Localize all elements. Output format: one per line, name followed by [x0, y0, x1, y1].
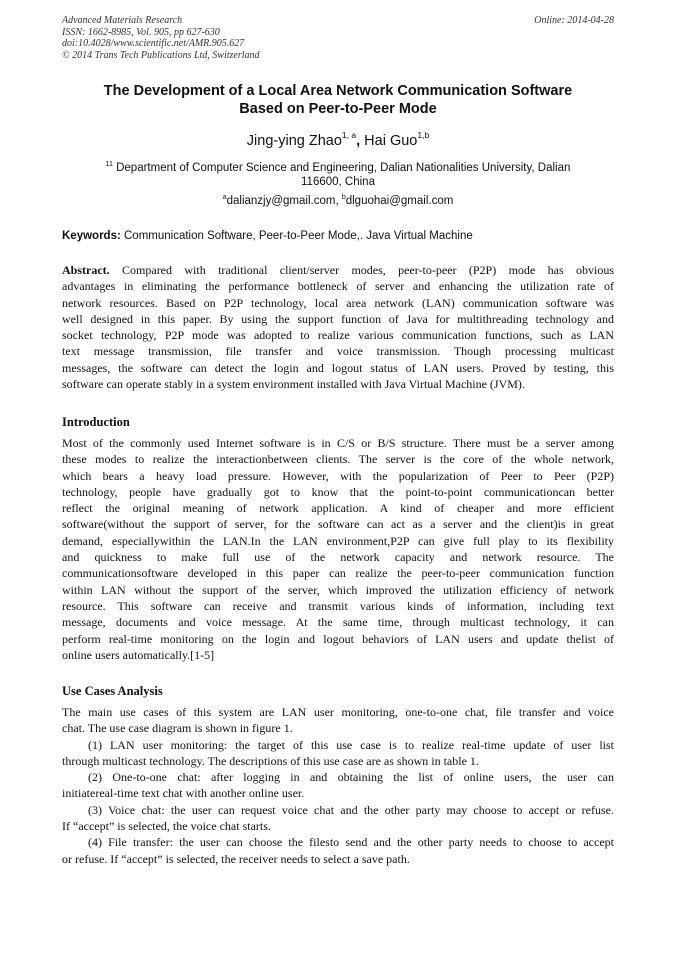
intro-line: and quickness to make full use of the network capacity and network resource. The — [62, 550, 614, 565]
abstract-line: well designed in this paper. By using the support function of Java for multithreading technology and — [62, 311, 614, 326]
author-1-marker: 1, a — [341, 130, 357, 140]
use-case-line: The main use cases of this system are LAN user monitoring, one-to-one chat, file transfer and voice — [62, 705, 614, 719]
abstract-line — [62, 262, 614, 278]
intro-line: software(without the support of server, for the software can act as a server and the client)is in great — [62, 517, 614, 532]
abstract-paragraph — [62, 262, 614, 392]
abstract-line: software can operate stably in a system environment installed with Java Virtual Machine (JVM). — [62, 377, 525, 392]
issn-line: ISSN: 1662-8985, Vol. 905, pp 627-630 — [62, 26, 220, 38]
intro-line: reflect the original meaning of network application. A kind of cheaper and more efficient — [62, 501, 614, 516]
journal-header — [62, 15, 260, 61]
affiliation — [62, 158, 614, 189]
intro-line: within LAN without the support of the server, which improved the utilization efficiency of network — [62, 582, 614, 597]
abstract-line: network resources. Based on P2P technology, local area network (LAN) communication software was — [62, 295, 614, 310]
use-case-line: initiatereal-time text chat with another online user. — [62, 786, 305, 801]
online-date: Online: 2014-04-28 — [534, 15, 614, 26]
keywords-line — [62, 230, 473, 242]
intro-line: Most of the commonly used Internet software is in C/S or B/S structure. There must be a server among — [62, 436, 614, 450]
affiliation-line-1 — [62, 158, 614, 175]
abstract-line: text message transmission, file transfer and voice transmission. Though processing multicast — [62, 344, 614, 359]
use-case-line: chat. The use case diagram is shown in figure 1. — [62, 721, 293, 736]
introduction-paragraph — [62, 435, 614, 663]
intro-line: online users automatically.[1-5] — [62, 647, 215, 662]
email-a-marker: a — [222, 194, 227, 201]
email-b: dlguohai@gmail.com — [345, 195, 454, 207]
intro-line: communicationsoftware developed in this paper can realize the peer-to-peer communication function — [62, 566, 614, 581]
title-line-1: The Development of a Local Area Network Communication Software — [103, 83, 573, 99]
abstract-line: advantages in eliminating the performance bottleneck of server and enhancing the utilization rate of — [62, 279, 614, 294]
abstract-first-line: Compared with traditional client/server modes, peer-to-peer (P2P) mode has obvious — [109, 263, 614, 277]
author-2-marker: 1,b — [417, 130, 430, 140]
intro-line: technology, people have gradually got to know that the point-to-point communicationcan better — [62, 484, 614, 499]
email-b-marker: b — [341, 194, 346, 201]
introduction-heading: Introduction — [62, 415, 130, 429]
use-case-line: (4) File transfer: the user can choose the filesto send and the other party needs to choose to accept — [88, 835, 614, 850]
paper-title — [62, 82, 614, 118]
use-case-line: (3) Voice chat: the user can request voice chat and the other party may choose to accept or refuse. — [88, 802, 614, 817]
intro-line: perform real-time monitoring on the login and logout behaviors of LAN users and update thelist of — [62, 631, 614, 646]
email-a: dalianzjy@gmail.com — [226, 195, 336, 207]
author-1-name: Jing-ying Zhao — [246, 133, 342, 149]
use-cases-heading: Use Cases Analysis — [62, 684, 163, 698]
abstract-label: Abstract. — [62, 263, 110, 277]
use-case-line: through multicast technology. The descriptions of this use case are as shown in table 1. — [62, 753, 479, 768]
affiliation-marker: 11 — [105, 161, 113, 168]
use-case-line: (1) LAN user monitoring: the target of this use case is to realize real-time update of user list — [88, 737, 614, 752]
email-separator: , — [335, 195, 342, 207]
affiliation-text: Department of Computer Science and Engineering, Dalian Nationalities University, Dalian — [116, 162, 571, 174]
title-line-2: Based on Peer-to-Peer Mode — [239, 101, 437, 117]
use-case-line: or refuse. If “accept” is selected, the receiver needs to select a save path. — [62, 851, 410, 866]
author-separator: , — [356, 133, 365, 149]
email-line — [62, 194, 614, 207]
keywords-text: Communication Software, Peer-to-Peer Mode,. Java Virtual Machine — [120, 230, 473, 242]
author-line — [62, 130, 614, 149]
use-cases-paragraph — [62, 704, 614, 867]
author-2-name: Hai Guo — [364, 133, 418, 149]
use-case-line: If “accept” is selected, the voice chat starts. — [62, 819, 271, 834]
abstract-line: socket technology, P2P mode was adopted to realize various communication functions, such as LAN — [62, 328, 614, 343]
intro-line: demand, especiallywithin the LAN.In the LAN environment,P2P can give full play to its flexibility — [62, 533, 614, 548]
abstract-line: messages, the software can detect the login and logout status of LAN users. Proved by testing, this — [62, 360, 614, 375]
intro-line: which bears a heavy load pressure. However, with the popularization of Peer to Peer (P2P) — [62, 468, 614, 483]
affiliation-line-2: 116600, China — [301, 176, 375, 188]
intro-line: message, documents and voice message. At the same time, through multicast technology, it can — [62, 615, 614, 630]
intro-line: these modes to realize the interactionbetween clients. The server is the core of the whole network, — [62, 452, 614, 467]
journal-name: Advanced Materials Research — [62, 15, 183, 26]
doi-line: doi:10.4028/www.scientific.net/AMR.905.627 — [62, 38, 245, 49]
intro-line: resource. This software can receive and transmit various kinds of information, including text — [62, 598, 614, 613]
copyright-line: © 2014 Trans Tech Publications Ltd, Switzerland — [62, 49, 260, 61]
use-case-line: (2) One-to-one chat: after logging in and obtaining the list of online users, the user can — [88, 770, 614, 785]
keywords-label: Keywords: — [62, 230, 121, 242]
